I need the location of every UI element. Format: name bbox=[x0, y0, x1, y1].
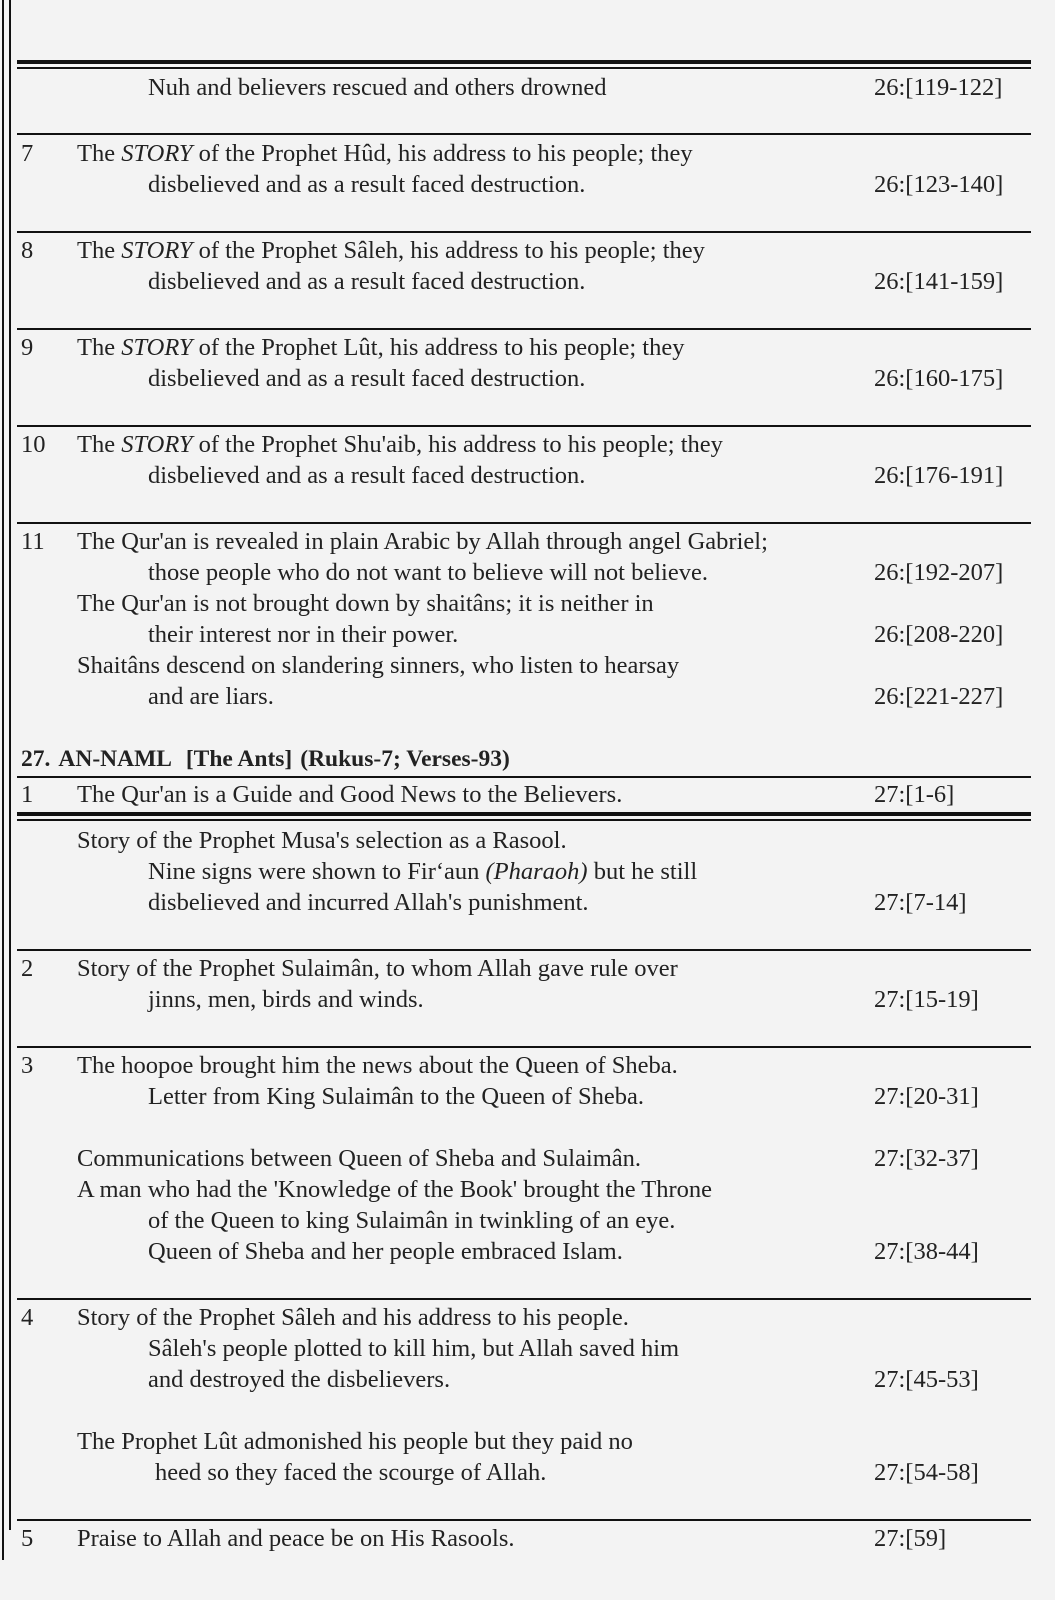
row-number: 4 bbox=[21, 1304, 34, 1331]
ants-row-5-text: Praise to Allah and peace be on His Rasools. bbox=[77, 1525, 515, 1552]
row-7-line2: disbelieved and as a result faced destruction. bbox=[148, 171, 586, 198]
ants-row-1-text: The Qur'an is a Guide and Good News to the Believers. bbox=[77, 781, 623, 808]
row-11-line4: their interest nor in their power. bbox=[148, 621, 459, 648]
row-number: 2 bbox=[21, 955, 34, 982]
row-7-ref: 26:[123-140] bbox=[874, 171, 1004, 198]
row-8-line2: disbelieved and as a result faced destruction. bbox=[148, 268, 586, 295]
surah-meaning: [The Ants] bbox=[185, 746, 293, 772]
row-number: 8 bbox=[21, 237, 34, 264]
row-divider bbox=[17, 949, 1031, 951]
row-number: 11 bbox=[21, 528, 45, 555]
row-divider bbox=[17, 1046, 1031, 1048]
ants-row-2-line2: jinns, men, birds and winds. bbox=[148, 986, 424, 1013]
row-number: 10 bbox=[21, 431, 46, 458]
surah-number: 27. bbox=[21, 746, 51, 772]
ants-row-1-ref: 27:[1-6] bbox=[874, 781, 955, 808]
ants-row-4-ref-2: 27:[54-58] bbox=[874, 1459, 979, 1486]
ants-row-3-line5: of the Queen to king Sulaimân in twinkling of an eye. bbox=[148, 1207, 676, 1234]
ants-row-5-ref: 27:[59] bbox=[874, 1525, 947, 1552]
row-number: 1 bbox=[21, 781, 34, 808]
musa-line1: Story of the Prophet Musa's selection as a Rasool. bbox=[77, 827, 567, 854]
row-11-line5: Shaitâns descend on slandering sinners, who listen to hearsay bbox=[77, 652, 680, 679]
row-8-line1: The STORY of the Prophet Sâleh, his address to his people; they bbox=[77, 237, 705, 264]
musa-ref: 27:[7-14] bbox=[874, 889, 967, 916]
row-divider bbox=[17, 425, 1031, 427]
row-11-line3: The Qur'an is not brought down by shaitâns; it is neither in bbox=[77, 590, 654, 617]
musa-line2: Nine signs were shown to Fir‘aun (Pharaoh) but he still bbox=[148, 858, 698, 885]
row-11-ref-2: 26:[208-220] bbox=[874, 621, 1004, 648]
row-nuh-ref: 26:[119-122] bbox=[874, 74, 1003, 101]
top-rule-thick bbox=[17, 60, 1031, 64]
ants-row-3-line3: Communications between Queen of Sheba and Sulaimân. bbox=[77, 1145, 642, 1172]
row-11-ref-3: 26:[221-227] bbox=[874, 683, 1004, 710]
row-nuh-text: Nuh and believers rescued and others drowned bbox=[148, 74, 607, 101]
row-number: 7 bbox=[21, 140, 34, 167]
ants-row-4-line1: Story of the Prophet Sâleh and his address to his people. bbox=[77, 1304, 629, 1331]
row-divider bbox=[17, 133, 1031, 135]
ants-row-3-ref-1: 27:[20-31] bbox=[874, 1083, 979, 1110]
row-11-ref-1: 26:[192-207] bbox=[874, 559, 1004, 586]
row-11-line1: The Qur'an is revealed in plain Arabic by Allah through angel Gabriel; bbox=[77, 528, 768, 555]
row-number: 3 bbox=[21, 1052, 34, 1079]
row-11-line2: those people who do not want to believe will not believe. bbox=[148, 559, 708, 586]
ants-row-4-line3: and destroyed the disbelievers. bbox=[148, 1366, 451, 1393]
ants-row-3-ref-2: 27:[32-37] bbox=[874, 1145, 979, 1172]
row-10-ref: 26:[176-191] bbox=[874, 462, 1004, 489]
row-10-line2: disbelieved and as a result faced destruction. bbox=[148, 462, 586, 489]
ants-rule-thin bbox=[17, 819, 1031, 821]
heading-rule bbox=[17, 776, 1031, 778]
row-7-line1: The STORY of the Prophet Hûd, his address to his people; they bbox=[77, 140, 693, 167]
row-8-ref: 26:[141-159] bbox=[874, 268, 1004, 295]
surah-info: (Rukus-7; Verses-93) bbox=[300, 746, 510, 772]
row-9-line2: disbelieved and as a result faced destruction. bbox=[148, 365, 586, 392]
row-9-line1: The STORY of the Prophet Lût, his address to his people; they bbox=[77, 334, 685, 361]
ants-row-4-line4: The Prophet Lût admonished his people but they paid no bbox=[77, 1428, 633, 1455]
row-divider bbox=[17, 1519, 1031, 1521]
surah-heading bbox=[21, 744, 518, 775]
row-number: 9 bbox=[21, 334, 34, 361]
ants-row-4-line5: heed so they faced the scourge of Allah. bbox=[155, 1459, 547, 1486]
ants-row-2-ref: 27:[15-19] bbox=[874, 986, 979, 1013]
ants-row-3-line1: The hoopoe brought him the news about the Queen of Sheba. bbox=[77, 1052, 678, 1079]
ants-row-3-line4: A man who had the 'Knowledge of the Book' brought the Throne bbox=[77, 1176, 713, 1203]
top-rule-thin bbox=[17, 67, 1031, 69]
row-9-ref: 26:[160-175] bbox=[874, 365, 1004, 392]
row-number: 5 bbox=[21, 1525, 34, 1552]
ants-row-4-line2: Sâleh's people plotted to kill him, but Allah saved him bbox=[148, 1335, 680, 1362]
row-divider bbox=[17, 231, 1031, 233]
row-10-line1: The STORY of the Prophet Shu'aib, his address to his people; they bbox=[77, 431, 723, 458]
ants-row-4-ref-1: 27:[45-53] bbox=[874, 1366, 979, 1393]
row-divider bbox=[17, 522, 1031, 524]
ants-row-3-line2: Letter from King Sulaimân to the Queen of Sheba. bbox=[148, 1083, 644, 1110]
ants-row-3-ref-3: 27:[38-44] bbox=[874, 1238, 979, 1265]
ants-rule-thick bbox=[17, 812, 1031, 816]
row-11-line6: and are liars. bbox=[148, 683, 274, 710]
musa-line3: disbelieved and incurred Allah's punishment. bbox=[148, 889, 589, 916]
surah-name: AN-NAML bbox=[58, 746, 172, 772]
ants-row-2-line1: Story of the Prophet Sulaimân, to whom Allah gave rule over bbox=[77, 955, 678, 982]
row-divider bbox=[17, 328, 1031, 330]
left-border-outer bbox=[2, 0, 4, 1560]
left-border-inner bbox=[9, 0, 11, 1530]
row-divider bbox=[17, 1298, 1031, 1300]
ants-row-3-line6: Queen of Sheba and her people embraced Islam. bbox=[148, 1238, 623, 1265]
